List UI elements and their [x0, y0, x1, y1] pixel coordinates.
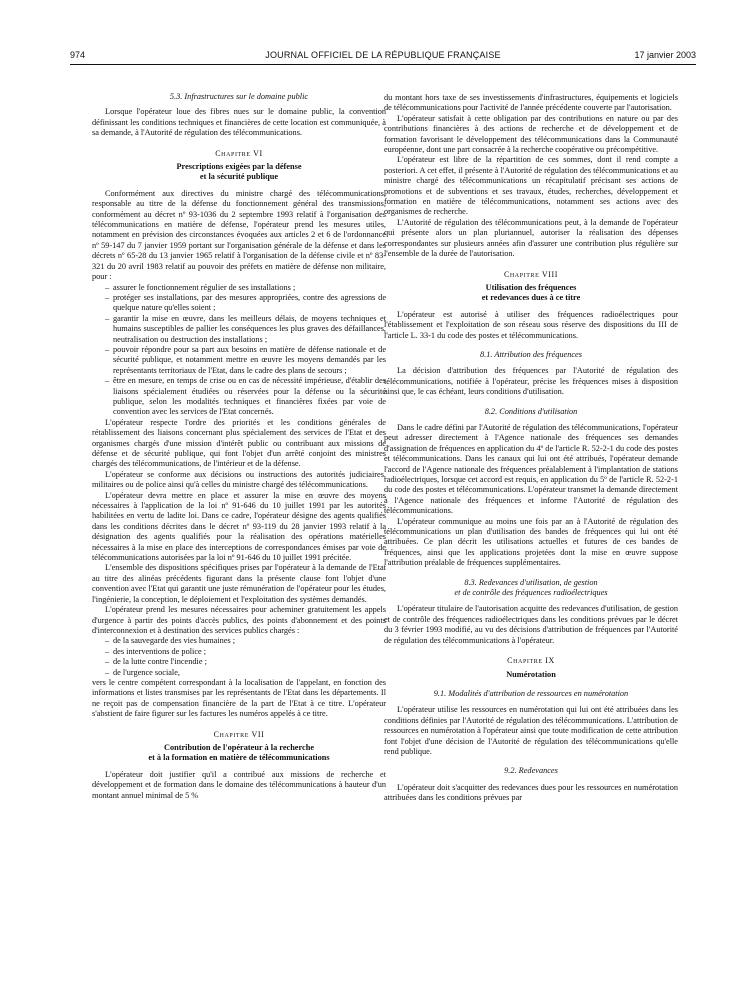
- section-8-2-title: 8.2. Conditions d'utilisation: [484, 406, 578, 416]
- journal-title: JOURNAL OFFICIEL DE LA RÉPUBLIQUE FRANÇAISE: [265, 50, 501, 60]
- paragraph: L'opérateur titulaire de l'autorisation acquitte des redevances d'utilisation, de gestion et de contrôle des fréquences radioélectriques dans les conditions prévues par le décret du 3 février 1993 modifié, au vu des décisions d'attribution de fréquences par l'Autorité de régulation des télécommunications à l'opérateur.: [384, 604, 678, 645]
- list-item: – de la lutte contre l'incendie ;: [105, 657, 386, 667]
- paragraph: Dans le cadre défini par l'Autorité de régulation des télécommunications, l'opérateur peut adresser directement à l'Agence nationale des fréquences ses demandes d'assignation de fréquences en application du 4º de l'article R. 52-2-1 du code des postes et télécommunications. Dans les canaux qui lui ont été attribués, l'opérateur demande l'accord de l'Agence nationale des fréquences préalablement à l'implantation de stations radioélectriques, lorsque cet accord est requis, en application du 5º de l'article R. 52-2-1 du code des postes et télécommunications. L'opérateur transmet la demande directement à l'Agence nationale des fréquences et informe l'Autorité de régulation des télécommunications.: [384, 422, 678, 516]
- chapter-7-label: Chapitre VII: [213, 729, 265, 739]
- section-8-1-title: 8.1. Attribution des fréquences: [480, 349, 582, 359]
- chapter-6-title: Prescriptions exigées par la défense et la sécurité publique: [176, 162, 302, 182]
- chapter-7-title: Contribution de l'opérateur à la recherche et à la formation en matière de télécommunications: [148, 742, 330, 763]
- chapter-8-title: Utilisation des fréquences et redevances dues à ce titre: [481, 282, 581, 303]
- paragraph: L'opérateur communique au moins une fois par an à l'Autorité de régulation des télécommunications un plan d'utilisation des bandes de fréquences qui lui ont été attribuées. Ce plan décrit les utilisations actuelles et futures de ces bandes de fréquences, ainsi que les applications projetées dont la mise en œuvre suppose l'attribution préalable de fréquences supplémentaires.: [384, 516, 678, 568]
- list-item: – de la sauvegarde des vies humaines ;: [105, 636, 386, 646]
- page-number: 974: [70, 50, 86, 60]
- paragraph: L'opérateur se conforme aux décisions ou instructions des autorités judiciaires, militaires ou de police ainsi qu'à celles du ministre chargé des télécommunications.: [92, 469, 386, 490]
- paragraph: L'opérateur doit justifier qu'il a contribué aux missions de recherche et développement et de formation dans le domaine des télécommunications à hauteur d'un montant annuel minimal de 5 %: [92, 769, 386, 800]
- paragraph: L'opérateur doit s'acquitter des redevances dues pour les ressources en numérotation attribuées dans les conditions prévues par: [384, 782, 678, 803]
- left-column: [92, 92, 386, 801]
- paragraph: L'opérateur utilise les ressources en numérotation qui lui ont été attribuées dans les conditions définies par l'Autorité de régulation des télécommunications. L'attribution de ressources en numérotation à l'opérateur ainsi que toute modification de cette attribution font l'objet d'une décision de l'Autorité de régulation des télécommunications qu'elle rend publique.: [384, 705, 678, 756]
- paragraph: La décision d'attribution des fréquences par l'Autorité de régulation des télécommunications, notifiée à l'opérateur, précise les fréquences mises à disposition ainsi que, le cas échéant, leurs conditions d'utilisation.: [384, 366, 678, 397]
- paragraph: L'opérateur satisfait à cette obligation par des contributions en nature ou par des contributions financières à des actions de recherche et de développement et de formation favorisant le développement des télécommunications dans la Communauté européenne, dont une part consacrée à la recherche coopérative ou précompétitive.: [384, 113, 678, 155]
- list-item: – garantir la mise en œuvre, dans les meilleurs délais, de moyens techniques et humains susceptibles de pallier les conséquences les plus graves des défaillances, neutralisation ou destruction des installations ;: [105, 314, 386, 345]
- chapter-8-label: Chapitre VIII: [503, 269, 559, 279]
- chapter-6-label: Chapitre VI: [215, 148, 263, 158]
- paragraph: L'opérateur est autorisé à utiliser des fréquences radioélectriques pour l'établissement et l'exploitation de son réseau sous réserve des dispositions du III de l'article L. 33-1 du code des postes et télécommunications.: [384, 309, 678, 340]
- header-rule: [70, 64, 696, 65]
- right-column: [384, 93, 678, 804]
- section-8-3-title: 8.3. Redevances d'utilisation, de gestion et de contrôle des fréquences radioélectriques: [454, 577, 608, 598]
- paragraph: Conformément aux directives du ministre chargé des télécommunications, responsable au titre de la défense du fonctionnement général des transmissions, conformément au décret nº 93-1036 du 2 septembre 1993 relatif à l'organisation des télécommunications en matière de défense, l'opérateur prend les mesures utiles, notamment en prévision des circonstances évoquées aux articles 2 et 6 de l'ordonnance nº 59-147 du 7 janvier 1959 portant sur l'organisation générale de la défense et dans les décrets nº 65-28 du 13 janvier 1965 relatif à l'organisation de la défense civile et nº 83-321 du 20 avril 1983 relatif au pouvoir des préfets en matière de défense non militaire, pour :: [92, 188, 386, 282]
- list-item: – pouvoir répondre pour sa part aux besoins en matière de défense nationale et de sécurité publique, et notamment mettre en œuvre les moyens demandés par les représentants territoriaux de l'Etat, dans le cadre des plans de secours ;: [105, 345, 386, 376]
- paragraph: du montant hors taxe de ses investissements d'infrastructures, équipements et logiciels de télécommunications pour l'activité de l'année précédente couverte par l'autorisation.: [384, 93, 678, 113]
- paragraph: L'Autorité de régulation des télécommunications peut, à la demande de l'opérateur qui présente alors un plan pluriannuel, autoriser la réalisation des dépenses correspondantes sur plusieurs années afin d'assurer une contribution plus régulière sur l'ensemble de la durée de l'autorisation.: [384, 217, 678, 259]
- issue-date: 17 janvier 2003: [634, 50, 696, 60]
- page-header: [70, 50, 696, 64]
- chapter-9-label: Chapitre IX: [507, 656, 555, 666]
- list-item: – de l'urgence sociale,: [105, 668, 386, 678]
- paragraph: L'opérateur respecte l'ordre des priorités et les conditions générales de rétablissement des liaisons concernant plus spécialement des services de l'Etat et des organismes chargés d'une mission d'intérêt public ou contribuant aux missions de défense et de sécurité publique, qui font l'objet d'un arrêté conjoint des ministres chargés des télécommunications, de l'intérieur et de la défense.: [92, 417, 386, 469]
- chapter-9-title: Numérotation: [506, 669, 556, 679]
- list-item: – protéger ses installations, par des mesures appropriées, contre des agressions de quelque nature qu'elles soient ;: [105, 293, 386, 314]
- section-5-3-title: 5.3. Infrastructures sur le domaine public: [169, 92, 309, 101]
- list-item: – être en mesure, en temps de crise ou en cas de nécessité impérieuse, d'établir des liaisons spécialement étudiées ou réservées pour la défense ou la sécurité publique, selon les modalités techniques et financières fixées par voie de convention avec les services de l'Etat concernés.: [105, 376, 386, 418]
- list-item: – assurer le fonctionnement régulier de ses installations ;: [105, 283, 386, 293]
- paragraph: Lorsque l'opérateur loue des fibres nues sur le domaine public, la convention définissant les conditions techniques et financières de cette location est communiquée, à sa demande, à l'Autorité de régulation des télécommunications.: [92, 107, 386, 138]
- paragraph: L'opérateur prend les mesures nécessaires pour acheminer gratuitement les appels d'urgence à partir des points d'accès publics, des points d'abonnement et des points d'interconnexion et à destination des services publics chargés :: [92, 605, 386, 635]
- section-9-2-title: 9.2. Redevances: [504, 766, 558, 776]
- obligations-list: [92, 283, 386, 418]
- paragraph: L'opérateur est libre de la répartition de ces sommes, dont il rend compte a posteriori. A cet effet, il présente à l'Autorité de régulation des télécommunications et au ministre chargé des télécommunications un récapitulatif précisant ses actions de promotions et de subventions et ses travaux, études, recherches, développement et formation en matière de télécommunications, notamment ses actions avec des organismes de recherche.: [384, 155, 678, 217]
- paragraph: vers le centre compétent correspondant à la localisation de l'appelant, en fonction des informations et listes transmises par les représentants de l'Etat dans les départements. Il ne reçoit pas de compensation financière de la part de l'Etat à ce titre. L'opérateur s'abstient de faire figurer sur les factures les numéros appelés à ce titre.: [92, 677, 386, 719]
- section-9-1-title: 9.1. Modalités d'attribution de ressources en numérotation: [433, 688, 629, 698]
- paragraph: L'opérateur devra mettre en place et assurer la mise en œuvre des moyens nécessaires à l'application de la loi nº 91-646 du 10 juillet 1991 par les autorités habilitées en vertu de ladite loi. Dans ce cadre, l'opérateur désigne des agents qualifiés dans les conditions décrites dans le décret nº 93-119 du 28 janvier 1993 relatif à la désignation des agents qualifiés pour la réalisation des opérations matérielles nécessaires à la mise en place des interceptions de correspondances émises par voie de télécommunications autorisées par la loi nº 91-646 du 10 juillet 1991 précitée.: [92, 490, 386, 563]
- emergency-services-list: [92, 636, 386, 678]
- list-item: – des interventions de police ;: [105, 647, 386, 657]
- paragraph: L'ensemble des dispositions spécifiques prises par l'opérateur à la demande de l'Etat au titre des alinéas précédents figurant dans la présente clause font l'objet d'une convention avec l'Etat qui garantit une juste rémunération de l'opérateur pour les études, l'ingénierie, la conception, le déploiement et l'exploitation des systèmes demandés.: [92, 563, 386, 604]
